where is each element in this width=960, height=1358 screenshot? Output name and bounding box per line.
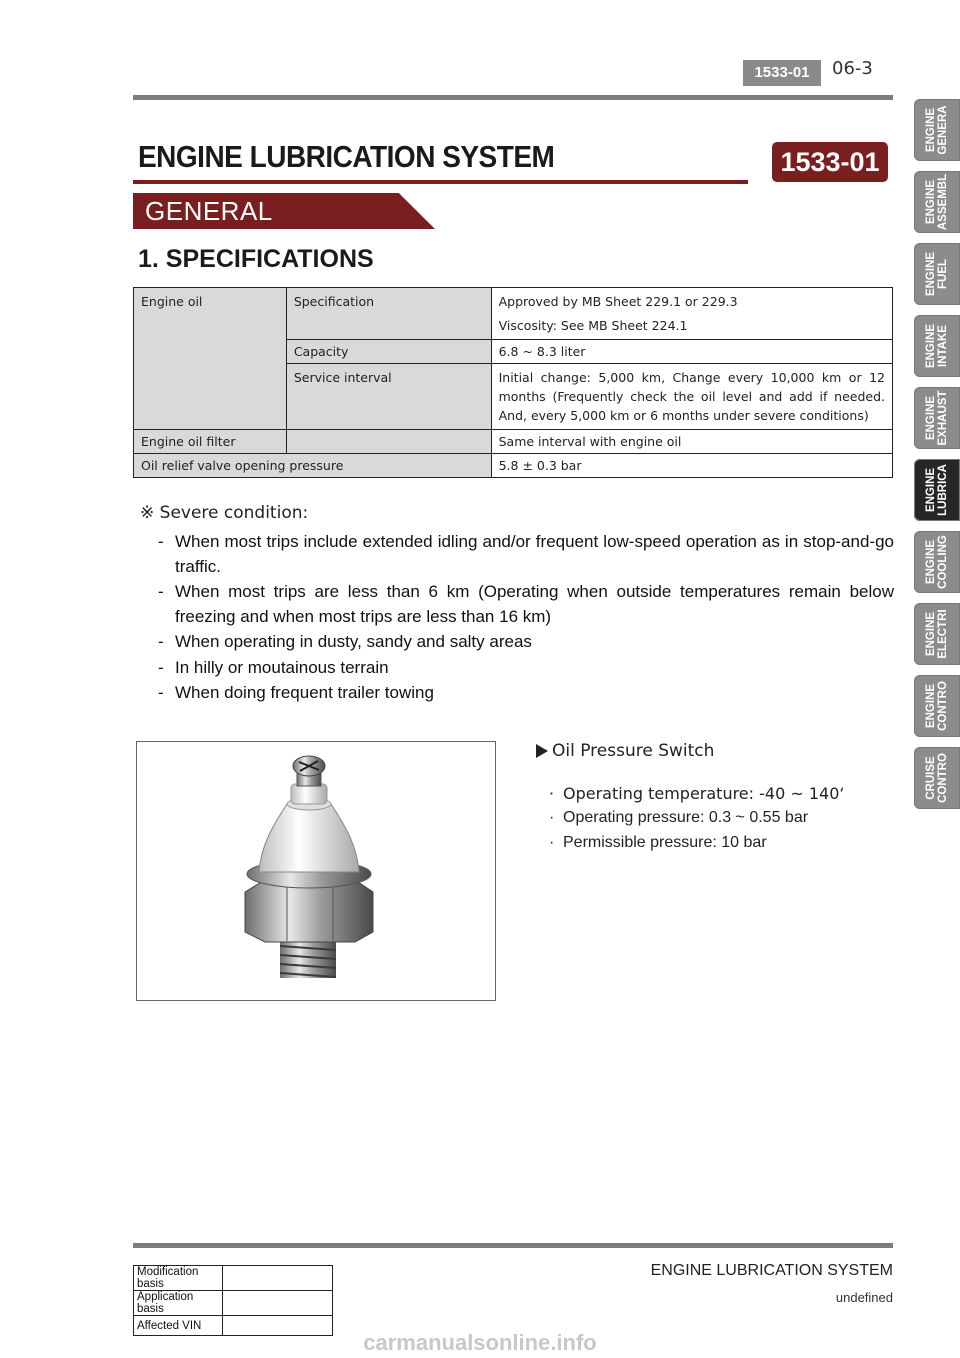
spec-value-cell: Same interval with engine oil: [491, 430, 892, 454]
dash-marker: -: [158, 532, 164, 551]
sidebar-tab-label: ENGINE COOLING: [925, 535, 949, 589]
spec-item-cell: Engine oil filter: [134, 430, 287, 454]
sidebar-tab-engine-general[interactable]: [914, 99, 960, 161]
switch-spec-text: Permissible pressure: 10 bar: [563, 834, 767, 851]
spec-value-cell: [491, 288, 892, 340]
sidebar-tab-label: ENGINE CONTRO: [925, 681, 949, 731]
list-item: [158, 681, 894, 706]
condition-text: When doing frequent trailer towing: [175, 683, 434, 702]
switch-spec-text: Operating temperature: -40 ~ 140‘: [563, 784, 845, 803]
bullet-dot: ·: [549, 809, 555, 826]
oil-pressure-switch-title: [552, 741, 714, 761]
switch-spec-item: [549, 809, 809, 827]
specifications-table: [133, 287, 893, 478]
spec-sub-cell: Service interval: [286, 364, 491, 430]
severe-condition-heading: ※ Severe condition:: [140, 503, 309, 523]
sidebar-tab-label: CRUISE CONTRO: [925, 753, 949, 803]
list-item: [158, 530, 894, 579]
modification-table: [133, 1265, 333, 1336]
condition-text: When operating in dusty, sandy and salty areas: [175, 632, 532, 651]
sidebar-tab-engine-exhaust[interactable]: [914, 387, 960, 449]
sidebar-tab-label: ENGINE LUBRICA: [925, 464, 949, 516]
switch-spec-text: Operating pressure: 0.3 ~ 0.55 bar: [563, 809, 809, 826]
switch-spec-item: [549, 834, 767, 852]
oil-pressure-switch-figure: [136, 741, 496, 1001]
condition-text: In hilly or moutainous terrain: [175, 657, 389, 677]
condition-text: When most trips include extended idling and/or frequent low-speed operation as in stop-and-go traffic.: [175, 532, 894, 576]
bullet-dot: ·: [549, 834, 555, 851]
table-row: [134, 1291, 333, 1316]
sidebar-tab-label: ENGINE ASSEMBL: [925, 173, 949, 231]
sidebar-tab-label: ENGINE INTAKE: [925, 323, 949, 369]
spec-sub-cell: Capacity: [286, 340, 491, 364]
table-row: [134, 454, 893, 478]
sidebar-tab-label: ENGINE GENERA: [925, 105, 949, 155]
table-row: [134, 1266, 333, 1291]
triangle-right-icon: [536, 744, 548, 758]
oil-pressure-switch-title-text: Oil Pressure Switch: [552, 741, 715, 761]
dash-marker: -: [158, 632, 164, 651]
modification-label: Affected VIN: [134, 1316, 223, 1336]
spec-sub-cell: [286, 430, 491, 454]
spec-item-cell: Engine oil: [134, 288, 287, 430]
header-code-badge: 1533-01: [743, 60, 821, 86]
modification-value: [223, 1291, 333, 1316]
header-rule: [133, 95, 893, 100]
spec-value-line: Approved by MB Sheet 229.1 or 229.3: [498, 294, 738, 309]
dash-marker: -: [158, 657, 164, 677]
dash-marker: -: [158, 683, 164, 702]
sidebar-tab-label: ENGINE FUEL: [925, 251, 949, 297]
sidebar-tab-label: ENGINE EXHAUST: [925, 390, 949, 446]
table-row: [134, 430, 893, 454]
spec-value-cell: Initial change: 5,000 km, Change every 10,000 km or 12 months (Frequently check the oil level and add if needed. And, every 5,000 km or 6 months under severe conditions): [491, 364, 892, 430]
spec-value-cell: 6.8 ~ 8.3 liter: [491, 340, 892, 364]
page-number: 06-3: [832, 58, 873, 79]
footer-rule: [133, 1243, 893, 1248]
sidebar-tab-engine-fuel[interactable]: [914, 243, 960, 305]
sidebar-tab-engine-intake[interactable]: [914, 315, 960, 377]
modification-value: [223, 1266, 333, 1291]
bullet-dot: ·: [549, 784, 555, 803]
specifications-heading: 1. SPECIFICATIONS: [138, 245, 374, 273]
severe-condition-list: [158, 530, 894, 707]
sidebar-tab-engine-lubrication[interactable]: [914, 459, 960, 521]
sidebar-tab-cruise-control[interactable]: [914, 747, 960, 809]
list-item: [158, 580, 894, 629]
list-item: [158, 656, 894, 681]
watermark: carmanualsonline.info: [363, 1330, 597, 1355]
sidebar-tab-engine-assembly[interactable]: [914, 171, 960, 233]
spec-item-cell: Oil relief valve opening pressure: [134, 454, 492, 478]
sidebar-tab-engine-control[interactable]: [914, 675, 960, 737]
modification-label: Application basis: [134, 1291, 223, 1316]
spec-sub-cell: Specification: [286, 288, 491, 340]
footer-subtitle: undefined: [835, 1290, 893, 1305]
footer-title: ENGINE LUBRICATION SYSTEM: [650, 1262, 893, 1279]
list-item: [158, 630, 894, 655]
oil-pressure-switch-illustration: [137, 742, 495, 1000]
page-title: ENGINE LUBRICATION SYSTEM: [138, 140, 555, 174]
sidebar-tab-label: ENGINE ELECTRI: [925, 609, 949, 659]
sidebar-tab-engine-cooling[interactable]: [914, 531, 960, 593]
switch-spec-item: [549, 784, 845, 803]
spec-value-cell: 5.8 ± 0.3 bar: [491, 454, 892, 478]
title-code-badge: 1533-01: [772, 142, 888, 182]
modification-label: Modification basis: [134, 1266, 223, 1291]
spec-value-line: Viscosity: See MB Sheet 224.1: [498, 318, 688, 333]
sidebar-tab-engine-electrical[interactable]: [914, 603, 960, 665]
condition-text: When most trips are less than 6 km (Operating when outside temperatures remain below freezing and when most trips are less than 16 km): [175, 582, 894, 626]
title-underline: [133, 180, 748, 184]
section-banner-label: GENERAL: [145, 196, 273, 226]
dash-marker: -: [158, 582, 164, 601]
table-row: [134, 288, 893, 340]
